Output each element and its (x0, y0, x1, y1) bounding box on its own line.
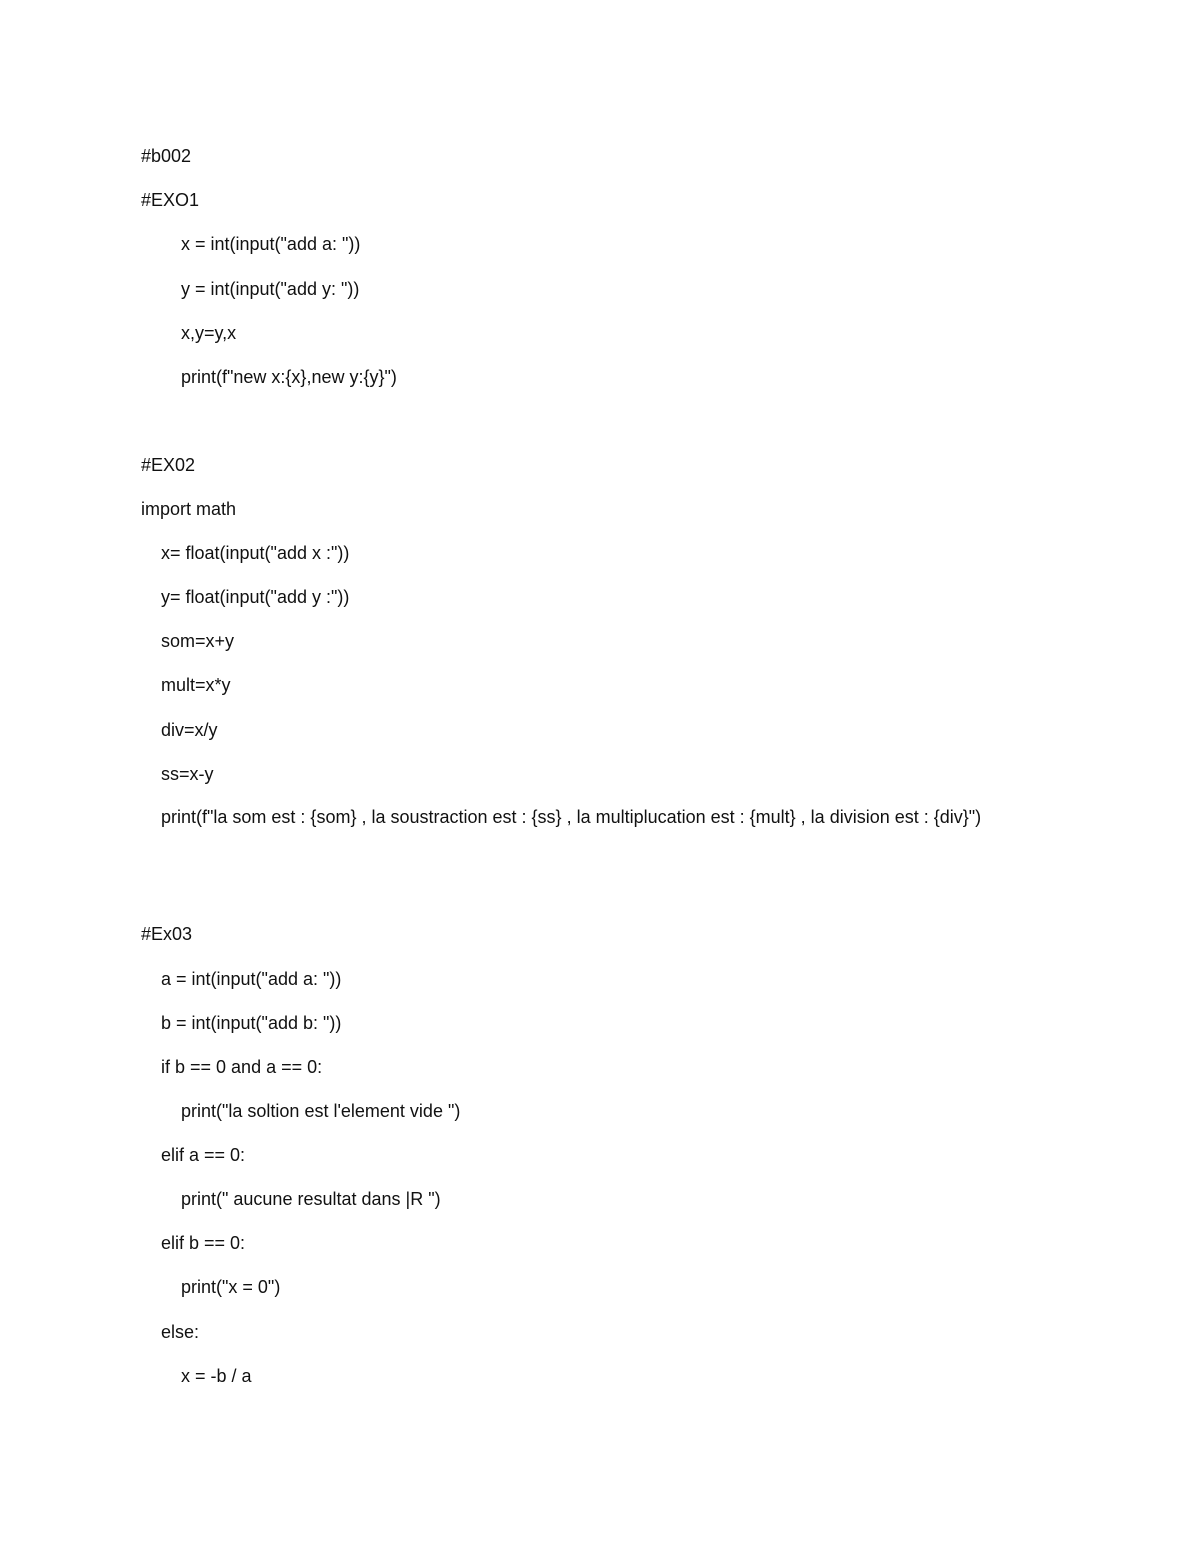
code-line: y = int(input("add y: ")) (181, 279, 360, 299)
code-line: print("x = 0") (181, 1277, 281, 1297)
code-line: x,y=y,x (181, 323, 237, 343)
heading-exo1: #EXO1 (141, 190, 200, 210)
code-line: som=x+y (161, 631, 235, 651)
code-line: elif b == 0: (161, 1233, 246, 1253)
code-line: x = -b / a (181, 1366, 252, 1386)
code-line-wrapped: print(f"la som est : {som} , la soustraction est : {ss} , la multiplucation est : {mult} , la division est : {div}") (161, 807, 982, 827)
code-line: elif a == 0: (161, 1145, 246, 1165)
code-line: if b == 0 and a == 0: (161, 1057, 323, 1077)
code-line: y= float(input("add y :")) (161, 587, 350, 607)
code-line: import math (141, 499, 237, 519)
code-line: div=x/y (161, 720, 218, 740)
code-line: print("la soltion est l'element vide ") (181, 1101, 461, 1121)
code-line: ss=x-y (161, 764, 214, 784)
comment-b002: #b002 (141, 146, 192, 166)
code-line: x = int(input("add a: ")) (181, 234, 361, 254)
code-line: b = int(input("add b: ")) (161, 1013, 342, 1033)
code-line: print(" aucune resultat dans |R ") (181, 1189, 441, 1209)
code-line: x= float(input("add x :")) (161, 543, 350, 563)
code-line: else: (161, 1322, 200, 1342)
code-line: print(f"new x:{x},new y:{y}") (181, 367, 397, 387)
code-line: mult=x*y (161, 675, 231, 695)
heading-ex02: #EX02 (141, 455, 196, 475)
heading-ex03: #Ex03 (141, 924, 193, 944)
code-line: a = int(input("add a: ")) (161, 969, 342, 989)
